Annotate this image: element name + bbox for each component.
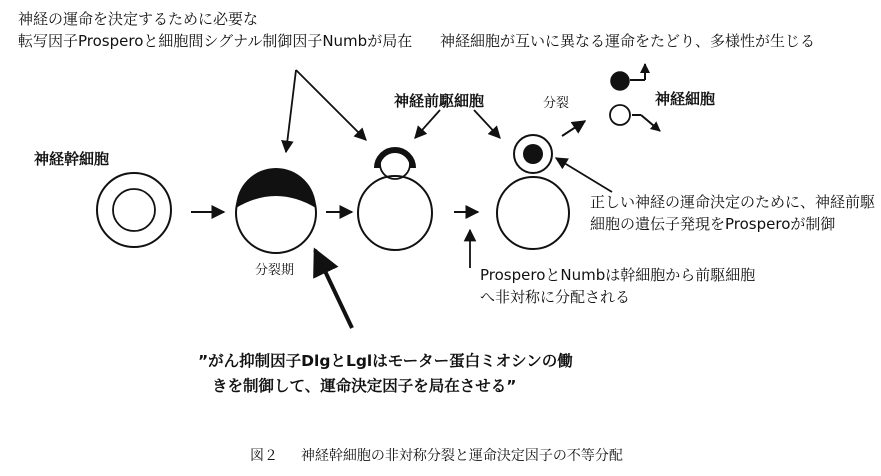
arrow-annotation-to-mitosis — [286, 70, 296, 152]
annotation-right-1: 正しい神経の運命決定のために、神経前駆 — [590, 193, 876, 211]
label-stem-cell: 神経幹細胞 — [34, 150, 110, 168]
arrow-division-to-neurons — [562, 121, 585, 136]
annotation-quote-2: きを制御して、運命決定因子を局在させる” — [212, 377, 517, 395]
arrow-quote-to-mitosis — [315, 250, 352, 328]
annotation-top-left-2: 転写因子Prosperoと細胞間シグナル制御因子Numbが局在 — [18, 32, 413, 50]
divided-cell — [497, 135, 569, 249]
label-neurons: 神経細胞 — [655, 90, 716, 108]
annotation-top-right: 神経細胞が互いに異なる運命をたどり、多様性が生じる — [440, 32, 816, 50]
label-division: 分裂 — [543, 96, 570, 111]
label-precursor: 神経前駆細胞 — [394, 92, 485, 110]
mitosis-cell — [236, 168, 316, 253]
neuron-dark — [611, 64, 645, 90]
caption-text: 神経幹細胞の非対称分裂と運命決定因子の不等分配 — [300, 448, 623, 464]
budding-cell — [358, 149, 432, 250]
annotation-mid-2: へ非対称に分配される — [480, 288, 631, 306]
annotation-right-2: 細胞の遺伝子発現をProsperoが制御 — [590, 215, 836, 233]
arrow-prospero-control — [556, 158, 612, 192]
arrow-precursor-to-bud — [415, 110, 440, 138]
arrow-precursor-to-divided — [474, 110, 500, 138]
stem-cell — [97, 173, 171, 247]
label-mitosis: 分裂期 — [255, 263, 295, 278]
annotation-mid-1: ProsperoとNumbは幹細胞から前駆細胞 — [480, 266, 756, 284]
annotation-top-left-1: 神経の運命を決定するために必要な — [18, 10, 259, 28]
neuron-light — [610, 105, 660, 131]
arrow-annotation-to-bud — [296, 70, 366, 140]
caption-number: 図２ — [250, 448, 278, 464]
annotation-quote-1: ”がん抑制因子DlgとLglはモーター蛋白ミオシンの働 — [198, 352, 573, 370]
caption — [250, 448, 623, 465]
